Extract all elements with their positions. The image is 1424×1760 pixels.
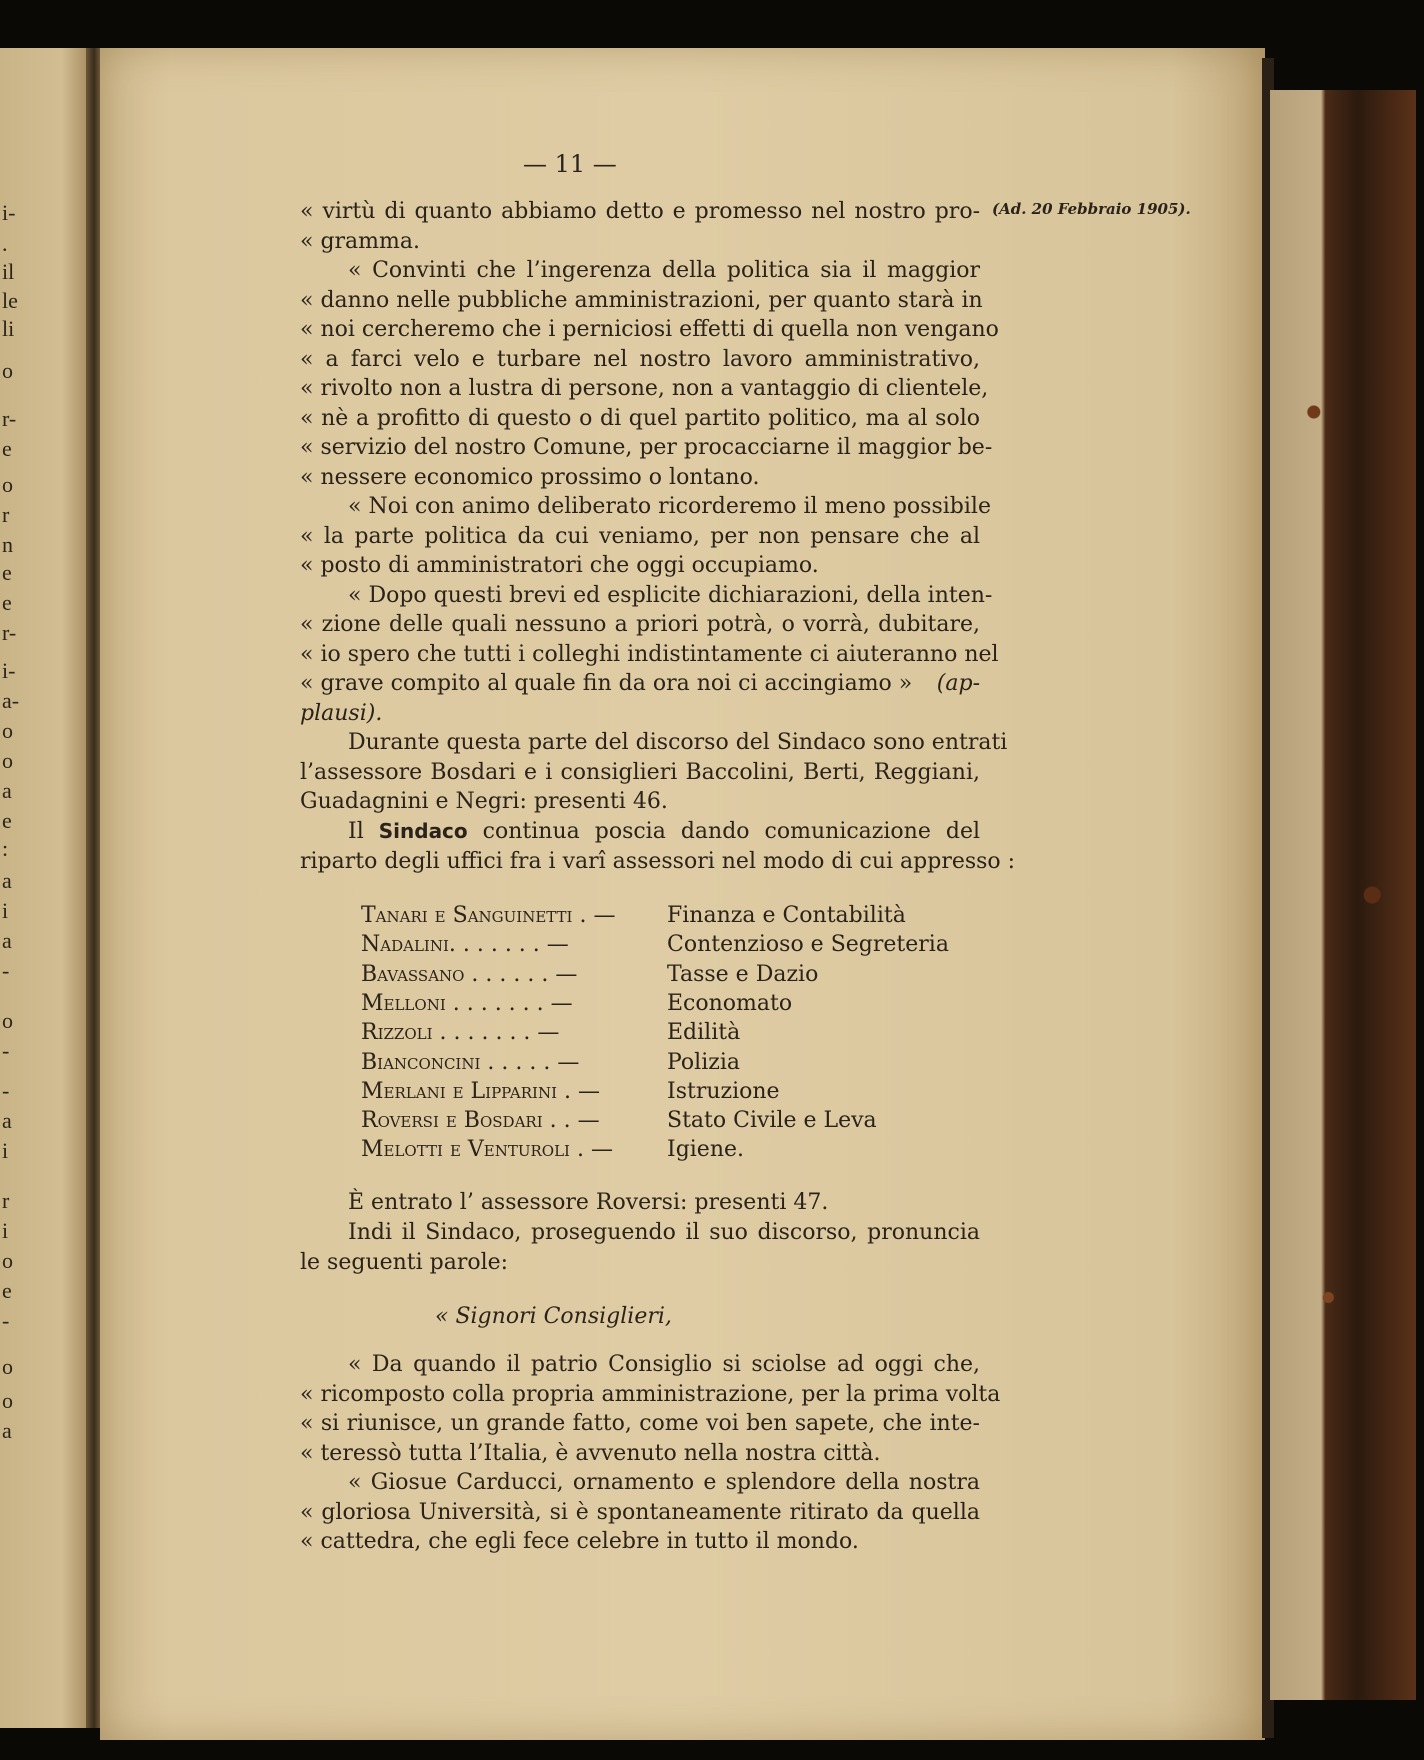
assignment-row bbox=[361, 1050, 961, 1079]
facing-page-letter: o bbox=[2, 1248, 13, 1273]
facing-page-letter: o bbox=[2, 1388, 13, 1413]
assessor-names: Merlani e Lipparini . — bbox=[361, 1078, 600, 1104]
text-line: Guadagnini e Negri: presenti 46. bbox=[300, 789, 668, 814]
entrato-line: È entrato l’ assessore Roversi: presenti 47. bbox=[348, 1190, 829, 1215]
text-line: « cattedra, che egli fece celebre in tutto il mondo. bbox=[300, 1529, 859, 1554]
applause-text-part2: plausi). bbox=[300, 701, 383, 726]
facing-page-letter: il bbox=[2, 259, 15, 284]
assessor-names: Bavassano . . . . . . — bbox=[361, 961, 578, 987]
sindaco-pre: Il bbox=[348, 819, 364, 844]
facing-page-letter: r- bbox=[2, 620, 17, 645]
facing-page-letter: r bbox=[2, 502, 10, 527]
facing-page-letter: i bbox=[2, 898, 9, 923]
office-name: Economato bbox=[667, 990, 793, 1016]
text-line: Durante questa parte del discorso del Sindaco sono entrati bbox=[348, 730, 1008, 755]
text-line: « Convinti che l’ingerenza della politica sia il maggior bbox=[348, 258, 980, 283]
assignment-row bbox=[361, 1137, 961, 1166]
facing-page-letter: e bbox=[2, 436, 12, 461]
facing-page-letter: i bbox=[2, 1218, 9, 1243]
facing-page-letter: a bbox=[2, 1418, 12, 1443]
office-name: Contenzioso e Segreteria bbox=[667, 932, 949, 958]
sindaco-post: continua poscia dando comunicazione del bbox=[482, 819, 980, 844]
text-line: « zione delle quali nessuno a priori potrà, o vorrà, dubitare, bbox=[300, 612, 980, 637]
assessor-names: Bianconcini . . . . . — bbox=[361, 1049, 580, 1075]
facing-page-letter: a- bbox=[2, 688, 20, 713]
facing-page-letter: e bbox=[2, 808, 12, 833]
assignment-row bbox=[361, 962, 961, 991]
facing-page-letter: o bbox=[2, 718, 13, 743]
text-line: « nessere economico prossimo o lontano. bbox=[300, 464, 760, 490]
facing-page-letter: i bbox=[2, 1138, 9, 1163]
office-name: Igiene. bbox=[667, 1137, 745, 1163]
text-line: « gramma. bbox=[300, 228, 421, 254]
facing-page-letter: a bbox=[2, 868, 12, 893]
facing-page-letter: a bbox=[2, 928, 12, 953]
text-line: « si riunisce, un grande fatto, come voi ben sapete, che inte- bbox=[300, 1411, 980, 1436]
text-line: « Da quando il patrio Consiglio si sciolse ad oggi che, bbox=[348, 1352, 980, 1377]
text-line: « nè a profitto di questo o di quel partito politico, ma al solo bbox=[300, 405, 980, 431]
facing-page-letter: i- bbox=[2, 200, 16, 225]
facing-page-letter: o bbox=[2, 748, 13, 773]
text-line: « rivolto non a lustra di persone, non a vantaggio di clientele, bbox=[300, 376, 989, 401]
facing-page-letter: - bbox=[2, 958, 10, 983]
book-cover-edge bbox=[1270, 90, 1416, 1700]
text-line: « noi cercheremo che i perniciosi effetti di quella non vengano bbox=[300, 317, 999, 342]
assignment-row bbox=[361, 903, 961, 932]
facing-page-letter: a bbox=[2, 1108, 12, 1133]
riparto-line: riparto degli uffici fra i varî assessori nel modo di cui appresso : bbox=[300, 849, 1016, 874]
facing-page-letter: . bbox=[2, 231, 8, 256]
indi-line-2: le seguenti parole: bbox=[300, 1250, 509, 1275]
facing-page-letter: - bbox=[2, 1078, 10, 1103]
assignment-row bbox=[361, 1079, 961, 1108]
sindaco-name: Sindaco bbox=[378, 819, 468, 843]
text-line: « gloriosa Università, si è spontaneamente ritirato da quella bbox=[300, 1499, 980, 1525]
facing-page-letter: i- bbox=[2, 658, 16, 683]
facing-page-letter: r- bbox=[2, 406, 17, 431]
text-line: « virtù di quanto abbiamo detto e promesso nel nostro pro- bbox=[300, 199, 980, 224]
text-line: « a farci velo e turbare nel nostro lavoro amministrativo, bbox=[300, 346, 980, 372]
facing-page-letter: o bbox=[2, 472, 13, 497]
indi-line-1: Indi il Sindaco, proseguendo il suo discorso, pronuncia bbox=[348, 1220, 980, 1245]
facing-page-letter: e bbox=[2, 1278, 12, 1303]
text-line: « danno nelle pubbliche amministrazioni, per quanto starà in bbox=[300, 287, 983, 313]
facing-page-letter: le bbox=[2, 288, 18, 313]
text-line: « la parte politica da cui veniamo, per non pensare che al bbox=[300, 523, 980, 549]
margin-date-note: (Ad. 20 Febbraio 1905). bbox=[992, 200, 1191, 218]
facing-page-letter: e bbox=[2, 590, 12, 615]
salutation: « Signori Consiglieri, bbox=[435, 1304, 672, 1329]
facing-page-letter: a bbox=[2, 778, 12, 803]
compito-text: « grave compito al quale fin da ora noi ci accingiamo » bbox=[300, 671, 913, 696]
text-line: « servizio del nostro Comune, per procacciarne il maggior be- bbox=[300, 435, 993, 460]
facing-page-letter: o bbox=[2, 1008, 13, 1033]
applause-text-part1: (ap- bbox=[936, 671, 980, 696]
text-line: « posto di amministratori che oggi occupiamo. bbox=[300, 553, 819, 578]
assignment-row bbox=[361, 1020, 961, 1049]
facing-page-letter: li bbox=[2, 316, 15, 341]
assessor-names: Tanari e Sanguinetti . — bbox=[361, 903, 616, 928]
assessor-names: Melotti e Venturoli . — bbox=[361, 1137, 613, 1163]
assessor-names: Roversi e Bosdari . . — bbox=[361, 1108, 600, 1134]
text-line: « Dopo questi brevi ed esplicite dichiarazioni, della inten- bbox=[348, 582, 993, 608]
facing-page-letter: : bbox=[2, 836, 9, 861]
facing-page-letter: n bbox=[2, 532, 13, 557]
assessor-names: Melloni . . . . . . . — bbox=[361, 990, 573, 1016]
office-name: Finanza e Contabilità bbox=[667, 903, 906, 928]
text-line: l’assessore Bosdari e i consiglieri Baccolini, Berti, Reggiani, bbox=[300, 759, 980, 785]
text-line: « Noi con animo deliberato ricorderemo il meno possibile bbox=[348, 494, 991, 519]
assignment-row bbox=[361, 1108, 961, 1137]
text-line: « ricomposto colla propria amministrazione, per la prima volta bbox=[300, 1381, 1001, 1407]
text-line: « io spero che tutti i colleghi indistintamente ci aiuteranno nel bbox=[300, 641, 999, 667]
facing-page-fragment bbox=[0, 48, 88, 1728]
facing-page-letter: o bbox=[2, 358, 13, 383]
assignment-row bbox=[361, 991, 961, 1020]
facing-page-letter: o bbox=[2, 1354, 13, 1379]
text-line: « Giosue Carducci, ornamento e splendore della nostra bbox=[348, 1470, 980, 1495]
office-name: Tasse e Dazio bbox=[667, 961, 819, 987]
assessor-names: Nadalini. . . . . . . — bbox=[361, 932, 569, 958]
assessor-names: Rizzoli . . . . . . . — bbox=[361, 1020, 560, 1046]
facing-page-letter: - bbox=[2, 1308, 10, 1333]
text-line: « teressò tutta l’Italia, è avvenuto nella nostra città. bbox=[300, 1440, 881, 1466]
office-name: Polizia bbox=[667, 1049, 740, 1075]
office-name: Edilità bbox=[667, 1020, 741, 1046]
sindaco-line bbox=[348, 817, 980, 847]
assignment-row bbox=[361, 932, 961, 961]
office-name: Stato Civile e Leva bbox=[667, 1108, 877, 1134]
page-number: — 11 — bbox=[523, 150, 617, 178]
facing-page-letter: r bbox=[2, 1188, 10, 1213]
office-name: Istruzione bbox=[667, 1078, 780, 1104]
facing-page-letter: e bbox=[2, 560, 12, 585]
facing-page-letter: - bbox=[2, 1038, 10, 1063]
